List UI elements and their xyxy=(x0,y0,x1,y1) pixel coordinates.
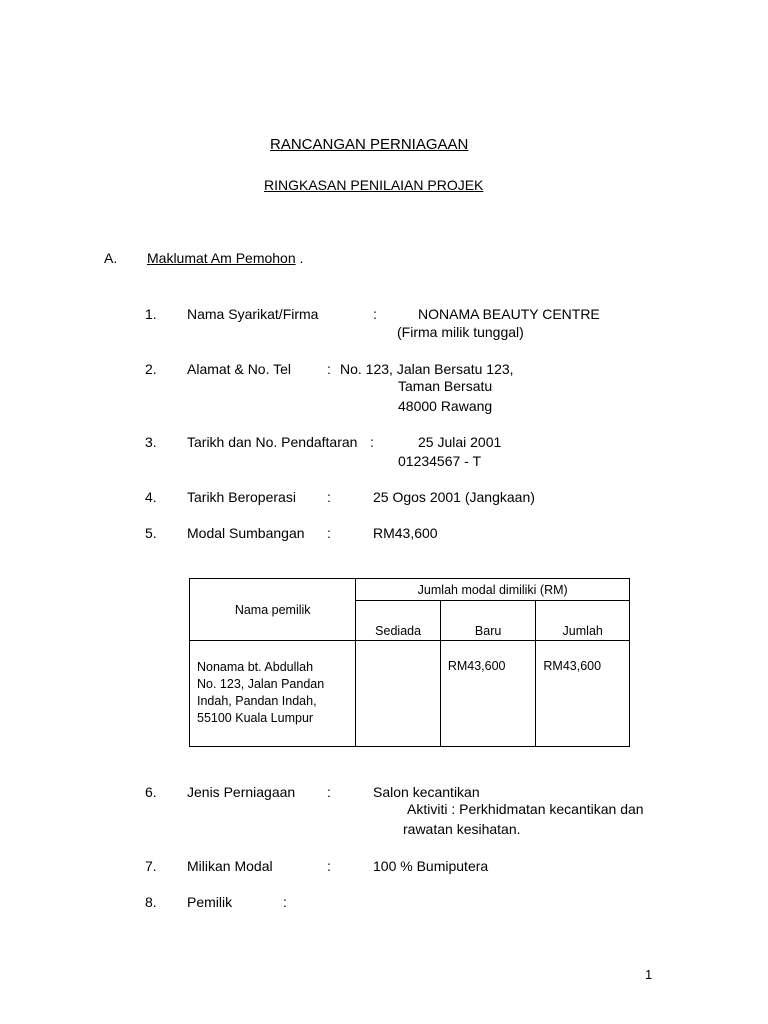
item-6-colon: : xyxy=(327,784,331,800)
group-header-cell xyxy=(356,579,630,601)
item-3-number: 3. xyxy=(145,434,157,450)
item-4-colon: : xyxy=(327,489,331,505)
item-3-value: 25 Julai 2001 xyxy=(418,434,502,450)
sediada-cell xyxy=(356,641,440,747)
item-8-number: 8. xyxy=(145,894,157,910)
item-2-label: Alamat & No. Tel xyxy=(187,361,292,377)
table-row xyxy=(190,641,630,747)
owner-line-1: Nonama bt. Abdullah xyxy=(197,660,314,674)
item-6-value-2: Aktiviti : Perkhidmatan kecantikan dan xyxy=(407,801,644,817)
col-baru xyxy=(440,601,536,641)
item-8-colon: : xyxy=(283,894,287,910)
group-header: Jumlah modal dimiliki (RM) xyxy=(417,582,568,597)
section-heading-text: Maklumat Am Pemohon xyxy=(147,250,296,266)
item-5-label: Modal Sumbangan xyxy=(187,525,305,541)
item-7-value: 100 % Bumiputera xyxy=(373,858,489,874)
col-baru-label: Baru xyxy=(474,624,502,638)
item-2-number: 2. xyxy=(145,361,157,377)
item-2-value: No. 123, Jalan Bersatu 123, xyxy=(340,361,514,377)
item-5-colon: : xyxy=(327,525,331,541)
page-subtitle: RINGKASAN PENILAIAN PROJEK xyxy=(264,177,484,193)
item-1-colon: : xyxy=(373,306,377,322)
baru-value: RM43,600 xyxy=(447,659,506,673)
item-6-label: Jenis Perniagaan xyxy=(187,784,296,800)
baru-cell xyxy=(440,641,536,747)
item-5-number: 5. xyxy=(145,525,157,541)
item-2-value-2: Taman Bersatu xyxy=(398,378,493,394)
item-7-number: 7. xyxy=(145,858,157,874)
item-4-label: Tarikh Beroperasi xyxy=(187,489,296,505)
item-2-colon: : xyxy=(327,361,331,377)
item-8-label: Pemilik xyxy=(187,894,233,910)
sediada-value xyxy=(356,641,439,659)
owner-line-2: No. 123, Jalan Pandan xyxy=(197,677,325,691)
item-1-value-2: (Firma milik tunggal) xyxy=(397,324,524,340)
item-1-value: NONAMA BEAUTY CENTRE xyxy=(418,306,600,322)
jumlah-cell xyxy=(536,641,630,747)
item-6-value: Salon kecantikan xyxy=(373,784,480,800)
page-number: 1 xyxy=(645,967,653,982)
col-sediada-label: Sediada xyxy=(375,624,422,638)
owner-header-cell xyxy=(190,579,356,641)
owner-cell xyxy=(190,641,356,747)
item-6-number: 6. xyxy=(145,784,157,800)
item-7-colon: : xyxy=(327,858,331,874)
section-heading xyxy=(147,249,303,267)
owner-line-4: 55100 Kuala Lumpur xyxy=(197,711,314,725)
col-jumlah xyxy=(536,601,630,641)
item-2-value-3: 48000 Rawang xyxy=(398,398,493,414)
owner-header: Nama pemilik xyxy=(234,602,311,617)
section-letter: A. xyxy=(104,250,118,266)
item-7-label: Milikan Modal xyxy=(187,858,273,874)
item-1-label: Nama Syarikat/Firma xyxy=(187,306,319,322)
col-jumlah-label: Jumlah xyxy=(562,624,603,638)
section-heading-suffix: . xyxy=(299,250,304,266)
capital-table xyxy=(189,578,630,747)
item-1-number: 1. xyxy=(145,306,157,322)
item-4-value: 25 Ogos 2001 (Jangkaan) xyxy=(373,489,535,505)
page-title: RANCANGAN PERNIAGAAN xyxy=(270,136,469,153)
jumlah-value: RM43,600 xyxy=(543,659,602,673)
item-3-colon: : xyxy=(370,434,374,450)
col-sediada xyxy=(356,601,440,641)
owner-line-3: Indah, Pandan Indah, xyxy=(197,694,317,708)
item-6-value-3: rawatan kesihatan. xyxy=(403,821,521,837)
item-3-label: Tarikh dan No. Pendaftaran xyxy=(187,434,358,450)
item-4-number: 4. xyxy=(145,489,157,505)
item-3-value-2: 01234567 - T xyxy=(398,453,482,469)
item-5-value: RM43,600 xyxy=(373,525,438,541)
